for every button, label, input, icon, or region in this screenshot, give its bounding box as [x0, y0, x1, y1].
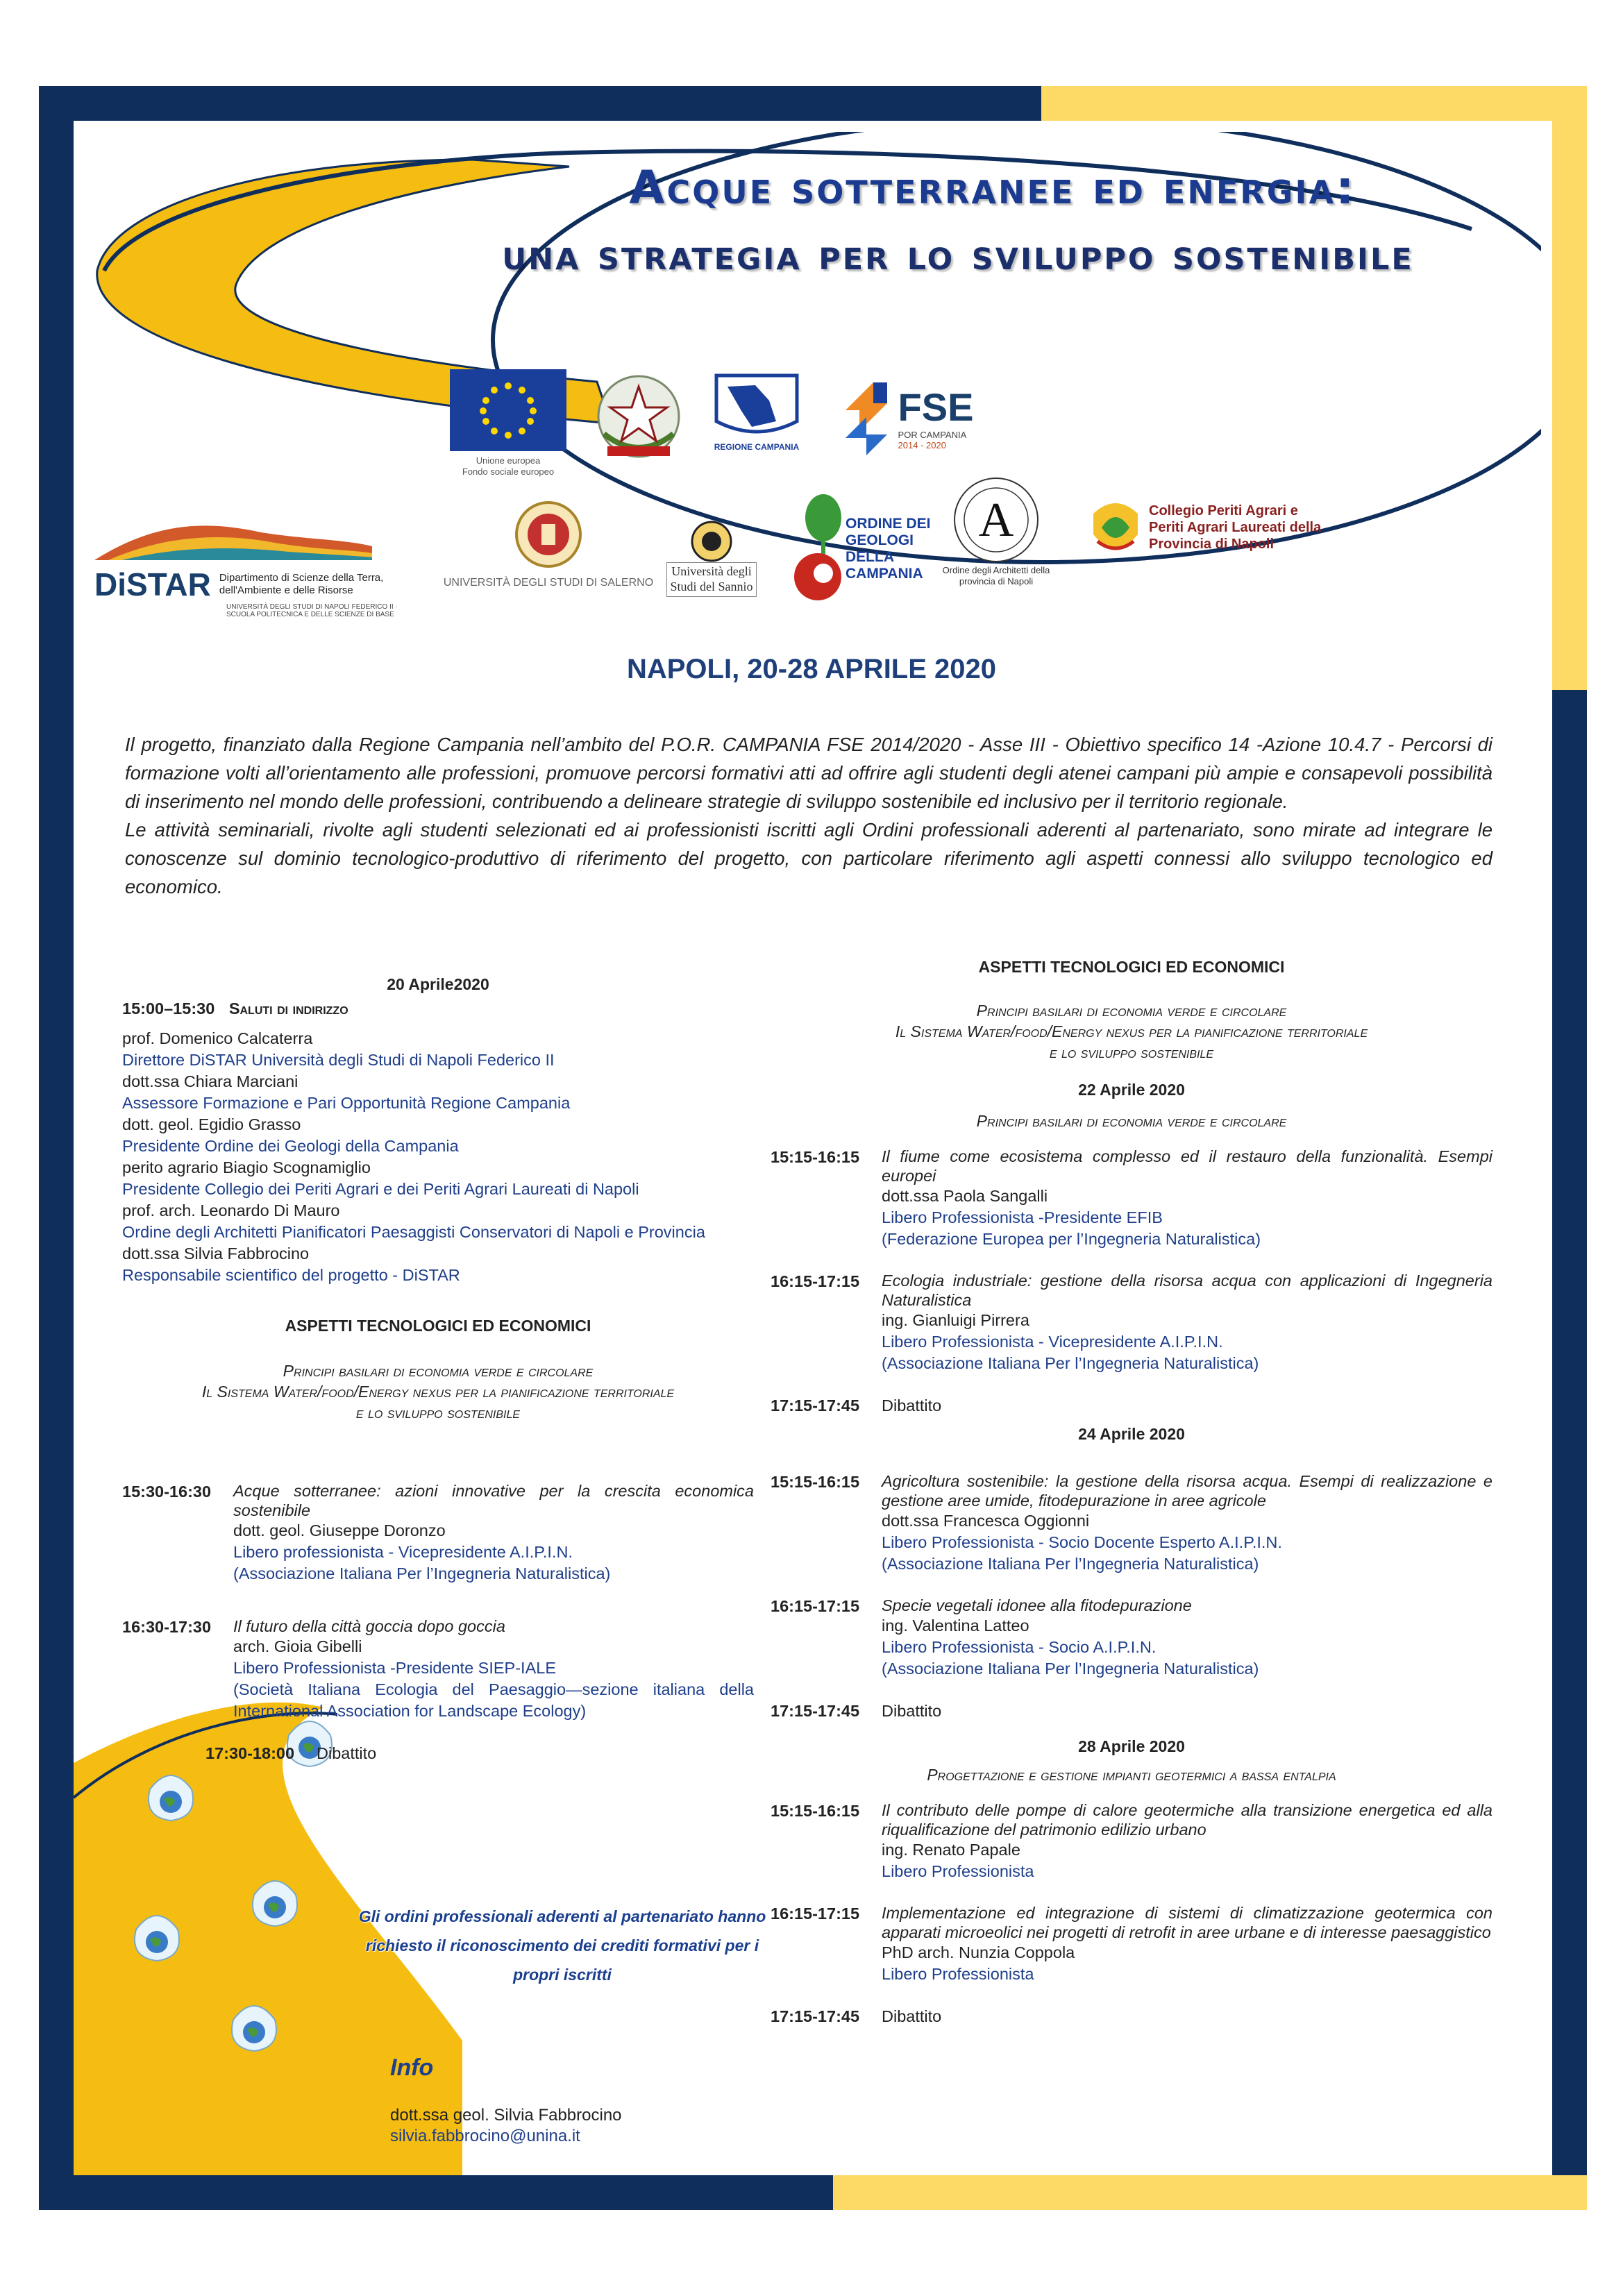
day-28-heading: 28 Aprile 2020: [1078, 1737, 1185, 1755]
info-title: Info: [390, 2054, 434, 2081]
greeting-name: prof. arch. Leonardo Di Mauro: [122, 1201, 340, 1219]
talk-time: 16:15-17:15: [771, 1905, 860, 1923]
fse-logo: [833, 365, 979, 469]
talk-speaker: dott. geol. Giuseppe Doronzo: [233, 1521, 446, 1539]
greetings-list: [122, 1028, 754, 1286]
title-line-2: una strategia per lo sviluppo sostenibile: [502, 229, 1414, 280]
talk-slot: [771, 1147, 1492, 1250]
event-date-heading: NAPOLI, 20-28 APRILE 2020: [626, 654, 997, 684]
fse-text: FSE: [898, 385, 974, 429]
distar-logo: [94, 503, 428, 627]
architetti-logo: [930, 465, 1062, 597]
salerno-label: UNIVERSITÀ DEGLI STUDI DI SALERNO: [443, 577, 654, 589]
talk-time: 16:30-17:30: [122, 1618, 212, 1636]
salerno-logo: [430, 500, 666, 590]
debate-slot: [771, 1395, 1492, 1417]
opening-time: 15:00–15:30: [122, 999, 215, 1018]
talk-slot: [771, 1471, 1492, 1575]
debate-time: 17:15-17:45: [771, 2007, 860, 2025]
day-22-theme: Principi basilari di economia verde e circolare: [976, 1112, 1287, 1130]
talk-speaker: dott.ssa Francesca Oggionni: [882, 1512, 1090, 1530]
talk-title: Specie vegetali idonee alla fitodepurazione: [882, 1596, 1192, 1614]
debate-time: 17:15-17:45: [771, 1702, 860, 1720]
greeting-role: Assessore Formazione e Pari Opportunità Regione Campania: [122, 1094, 571, 1112]
talk-time: 15:15-16:15: [771, 1802, 860, 1820]
talk-slot: [771, 1800, 1492, 1882]
theme-line: e lo sviluppo sostenibile: [355, 1403, 521, 1421]
talk-speaker: ing. Valentina Latteo: [882, 1617, 1029, 1635]
regione-shield-icon: [714, 373, 800, 442]
greeting-name: dott.ssa Chiara Marciani: [122, 1072, 298, 1090]
talk-title: Ecologia industriale: gestione della risorsa acqua con applicazioni di Ingegneria Naturalistica: [882, 1272, 1492, 1309]
talk-affiliation: Libero professionista - Vicepresidente A.I.P.I.N.: [233, 1543, 573, 1561]
frame-left: [39, 86, 74, 2210]
debate-slot: [771, 2006, 1492, 2027]
talk-title: Il contributo delle pompe di calore geotermiche alla transizione energetica ed alla riqualificazione del patrimonio edilizio urbano: [882, 1801, 1492, 1839]
frame-top-yellow: [1041, 86, 1587, 121]
greeting-role: Ordine degli Architetti Pianificatori Paesaggisti Conservatori di Napoli e Provincia: [122, 1223, 705, 1241]
geologi-label: ORDINE DEI GEOLOGI DELLA CAMPANIA: [846, 515, 931, 582]
geologi-tree-icon: [790, 490, 846, 608]
section-title: ASPETTI TECNOLOGICI ED ECONOMICI: [978, 958, 1285, 976]
debate-time: 17:30-18:00: [205, 1744, 295, 1762]
talk-time: 15:30-16:30: [122, 1483, 212, 1501]
talk-affiliation-full: (Associazione Italiana Per l’Ingegneria Naturalistica): [882, 1354, 1259, 1372]
info-email-link[interactable]: silvia.fabbrocino@unina.it: [390, 2127, 580, 2145]
talk-title: Il futuro della città goccia dopo goccia: [233, 1617, 505, 1635]
credits-note: Gli ordini professionali aderenti al partenariato hanno richiesto il riconoscimento dei crediti formativi per i propri iscritti: [358, 1907, 766, 1984]
greeting-role: Responsabile scientifico del progetto - DiSTAR: [122, 1266, 460, 1284]
info-contact-name: dott.ssa geol. Silvia Fabbrocino: [390, 2106, 622, 2125]
debate-label: Dibattito: [317, 1744, 377, 1762]
architetti-seal-icon: [951, 475, 1041, 565]
intro-text: [125, 730, 1492, 901]
talk-title: Agricoltura sostenibile: la gestione della risorsa acqua. Esempi di realizzazione e gestione aree umide, fitodepurazione in aree agricole: [882, 1472, 1492, 1510]
greeting-name: dott.ssa Silvia Fabbrocino: [122, 1244, 310, 1263]
program-right-column: [771, 958, 1492, 2027]
talk-affiliation-full: (Associazione Italiana Per l’Ingegneria Naturalistica): [233, 1564, 611, 1582]
frame-bottom-yellow: [833, 2175, 1587, 2210]
distar-name: DiSTAR: [94, 566, 211, 602]
talk-affiliation: Libero Professionista: [882, 1862, 1034, 1880]
talk-time: 16:15-17:15: [771, 1597, 860, 1615]
greeting-role: Direttore DiSTAR Università degli Studi di Napoli Federico II: [122, 1051, 555, 1069]
frame-right: [1552, 690, 1587, 2210]
greeting-name: prof. Domenico Calcaterra: [122, 1029, 313, 1047]
talk-affiliation-full: (Associazione Italiana Per l’Ingegneria Naturalistica): [882, 1660, 1259, 1678]
periti-logo: [1087, 486, 1337, 569]
debate-label: Dibattito: [882, 1396, 942, 1415]
debate-label: Dibattito: [882, 2007, 942, 2025]
talk-speaker: PhD arch. Nunzia Coppola: [882, 1943, 1075, 1961]
opening-title: Saluti di indirizzo: [228, 999, 348, 1018]
frame-right-yellow: [1552, 86, 1587, 690]
distar-mountains-icon: [94, 512, 372, 560]
debate-label: Dibattito: [882, 1702, 942, 1720]
eu-logo: [450, 368, 566, 479]
talk-time: 15:15-16:15: [771, 1473, 860, 1491]
eu-flag-icon: [450, 369, 566, 451]
theme-line: Principi basilari di economia verde e circolare: [283, 1362, 594, 1380]
periti-label: Collegio Periti Agrari e Periti Agrari Laureati della Provincia di Napoli: [1149, 503, 1322, 552]
sannio-seal-icon: [684, 521, 739, 562]
fse-arrow-icon: [839, 369, 894, 466]
talk-time: 16:15-17:15: [771, 1272, 860, 1290]
debate-time: 17:15-17:45: [771, 1396, 860, 1415]
regione-label: REGIONE CAMPANIA: [714, 441, 800, 452]
talk-title: Il fiume come ecosistema complesso ed il restauro della funzionalità. Esempi europei: [882, 1147, 1492, 1185]
fse-years: 2014 - 2020: [898, 439, 946, 450]
talk-speaker: ing. Gianluigi Pirrera: [882, 1311, 1029, 1329]
talk-affiliation: Libero Professionista - Socio Docente Esperto A.I.P.I.N.: [882, 1533, 1282, 1551]
program-left-column: [122, 975, 754, 1764]
talk-slot: [122, 1481, 754, 1585]
talk-affiliation-full: (Federazione Europea per l’Ingegneria Naturalistica): [882, 1230, 1261, 1248]
svg-text:A: A: [978, 493, 1014, 548]
talk-slot: [122, 1617, 754, 1722]
intro-paragraph-2: Le attività seminariali, rivolte agli studenti selezionati ed ai professionisti iscritti agli Ordini professionali aderenti al partenariato, sono mirate ad integrare le conoscenze sul dominio tecnologico-produttivo di riferimento del progetto, con particolare riferimento agli aspetti connessi allo sviluppo tecnologico ed economico.: [125, 819, 1492, 897]
section-title: ASPETTI TECNOLOGICI ED ECONOMICI: [285, 1317, 591, 1335]
theme-line: Principi basilari di economia verde e circolare: [976, 1002, 1287, 1020]
day-22-heading: 22 Aprile 2020: [1078, 1081, 1185, 1099]
day-24-heading: 24 Aprile 2020: [1078, 1425, 1185, 1443]
talk-slot: [771, 1596, 1492, 1680]
periti-emblem-icon: [1088, 493, 1143, 562]
sannio-label: Università degli Studi del Sannio: [666, 562, 757, 596]
distar-subtitle: UNIVERSITÀ DEGLI STUDI DI NAPOLI FEDERICO II · SCUOLA POLITECNICA E DELLE SCIENZE DI BASE: [226, 603, 398, 618]
talk-title: Implementazione ed integrazione di sistemi di climatizzazione geotermica con apparati microeolici nei progetti di retrofit in aree urbane e di interesse paesaggistico: [882, 1904, 1492, 1941]
talk-title: Acque sotterranee: azioni innovative per la crescita economica sostenibile: [233, 1482, 754, 1519]
talk-affiliation-full: (Associazione Italiana Per l’Ingegneria Naturalistica): [882, 1555, 1259, 1573]
talk-affiliation: Libero Professionista -Presidente EFIB: [882, 1208, 1163, 1226]
greeting-name: perito agrario Biagio Scognamiglio: [122, 1158, 371, 1176]
talk-speaker: arch. Gioia Gibelli: [233, 1637, 362, 1655]
day-20-heading: 20 Aprile2020: [387, 975, 489, 993]
theme-line: Il Sistema Water/food/Energy nexus per la pianificazione territoriale: [201, 1383, 675, 1401]
greeting-name: dott. geol. Egidio Grasso: [122, 1115, 301, 1133]
greeting-role: Presidente Collegio dei Periti Agrari e dei Periti Agrari Laureati di Napoli: [122, 1180, 639, 1198]
debate-slot: [771, 1700, 1492, 1722]
fse-subtext: POR CAMPANIA: [898, 429, 967, 440]
talk-affiliation: Libero Professionista - Socio A.I.P.I.N.: [882, 1638, 1157, 1656]
eu-logo-label: Unione europea Fondo sociale europeo: [462, 455, 555, 477]
talk-affiliation: Libero Professionista -Presidente SIEP-IALE: [233, 1659, 557, 1677]
talk-affiliation: Libero Professionista: [882, 1965, 1034, 1983]
sannio-logo: [666, 507, 757, 611]
theme-line: e lo sviluppo sostenibile: [1049, 1043, 1214, 1061]
greeting-role: Presidente Ordine dei Geologi della Campania: [122, 1137, 459, 1155]
salerno-seal-icon: [514, 500, 583, 569]
intro-paragraph-1: Il progetto, finanziato dalla Regione Campania nell’ambito del P.O.R. CAMPANIA FSE 2014/2020 - Asse III - Obiettivo specifico 14 -Azione 10.4.7 - Percorsi di formazione volti all’orientamento alle professioni, promuove percorsi formativi atti ad offrire agli studenti degli atenei campani più ampie e consapevoli possibilità di inserimento nel mondo delle professioni, contribuendo a delineare strategie di sviluppo sostenibile ed inclusivo per il territorio regionale.: [125, 734, 1492, 812]
distar-description: Dipartimento di Scienze della Terra, dell'Ambiente e delle Risorse: [219, 572, 384, 596]
talk-time: 15:15-16:15: [771, 1148, 860, 1166]
talk-speaker: ing. Renato Papale: [882, 1841, 1020, 1859]
talk-affiliation-full: (Società Italiana Ecologia del Paesaggio—sezione italiana della International Association for Landscape Ecology): [233, 1680, 754, 1720]
debate-slot: [122, 1743, 754, 1764]
talk-slot: [771, 1271, 1492, 1374]
regione-campania-logo: [708, 366, 805, 458]
day-28-theme: Progettazione e gestione impianti geotermici a bassa entalpia: [927, 1766, 1336, 1784]
theme-line: Il Sistema Water/food/Energy nexus per la pianificazione territoriale: [895, 1022, 1368, 1040]
talk-slot: [771, 1903, 1492, 1985]
talk-speaker: dott.ssa Paola Sangalli: [882, 1187, 1048, 1205]
title-line-1: Acque sotterranee ed energia:: [629, 161, 1356, 214]
italian-republic-emblem: [591, 368, 686, 472]
geologi-logo: [790, 490, 936, 608]
republic-emblem-icon: [594, 371, 684, 469]
architetti-label: Ordine degli Architetti della provincia di Napoli: [942, 565, 1050, 586]
talk-affiliation: Libero Professionista - Vicepresidente A.I.P.I.N.: [882, 1333, 1223, 1351]
